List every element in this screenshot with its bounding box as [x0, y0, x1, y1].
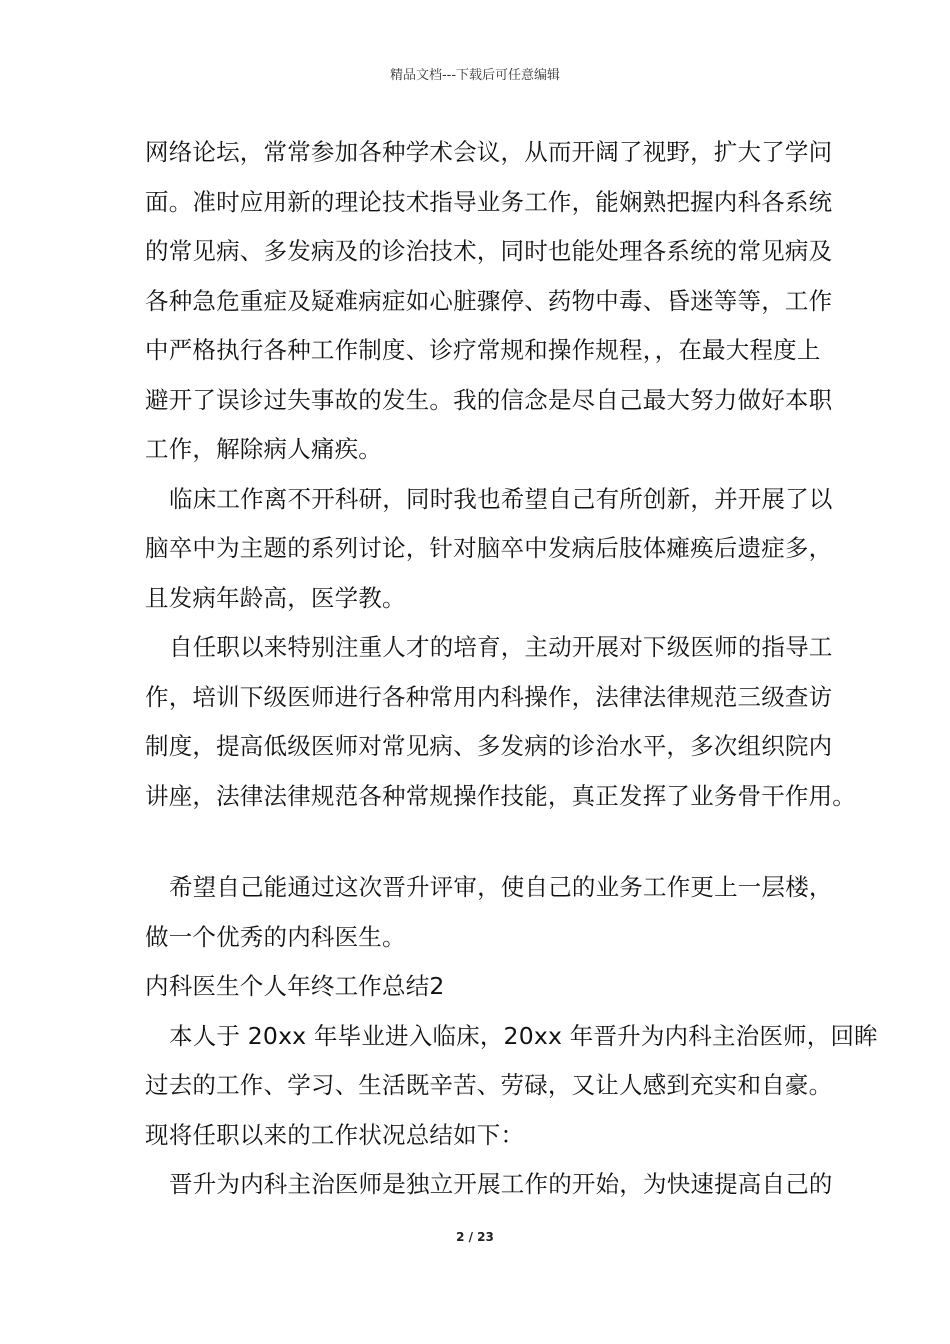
text-line: 临床工作离不开科研，同时我也希望自己有所创新，并开展了以: [169, 484, 833, 513]
section-heading: 内科医生个人年终工作总结2: [145, 972, 445, 1000]
text-line: 避开了误诊过失事故的发生。我的信念是尽自己最大努力做好本职: [145, 385, 833, 414]
text-line: 脑卒中为主题的系列讨论，针对脑卒中发病后肢体瘫痪后遗症多，: [145, 534, 833, 562]
text-line: 做一个优秀的内科医生。: [145, 922, 406, 951]
text-line: 工作，解除病人痛疾。: [145, 435, 382, 463]
text-line: 各种急危重症及疑难病症如心脏骤停、药物中毒、昏迷等等，工作: [145, 286, 833, 315]
text-line: 的常见病、多发病及的诊治技术，同时也能处理各系统的常见病及: [145, 237, 833, 265]
text-line: 希望自己能通过这次晋升评审，使自己的业务工作更上一层楼，: [169, 873, 833, 901]
paragraph-spacer: [145, 821, 817, 863]
document-body: [145, 128, 878, 1210]
text-line: 且发病年龄高，医学教。: [145, 583, 406, 612]
paragraph-6: [145, 1160, 833, 1210]
text-line: 讲座，法律法律规范各种常规操作技能，真正发挥了业务骨干作用。: [145, 781, 856, 810]
text-line: 本人于 20xx 年毕业进入临床，20xx 年晋升为内科主治医师，回眸: [169, 1021, 878, 1050]
text-line: 面。准时应用新的理论技术指导业务工作，能娴熟把握内科各系统: [145, 187, 833, 216]
text-line: 制度，提高低级医师对常见病、多发病的诊治水平，多次组织院内: [145, 732, 833, 760]
text-line: 过去的工作、学习、生活既辛苦、劳碌，又让人感到充实和自豪。: [145, 1071, 833, 1099]
text-line: 作，培训下级医师进行各种常用内科操作，法律法律规范三级查访: [145, 682, 833, 711]
text-line: 网络论坛，常常参加各种学术会议，从而开阔了视野，扩大了学问: [145, 138, 833, 166]
text-line: 现将任职以来的工作状况总结如下：: [145, 1120, 525, 1149]
text-line: 自任职以来特别注重人才的培育，主动开展对下级医师的指导工: [169, 633, 833, 661]
paragraph-1: [145, 128, 833, 475]
text-line: 中严格执行各种工作制度、诊疗常规和操作规程，，在最大程度上: [145, 336, 821, 364]
page-number: 2 / 23: [456, 1230, 494, 1244]
paragraph-4: [145, 863, 833, 962]
paragraph-2: [145, 475, 833, 624]
paragraph-3: [145, 623, 856, 821]
text-line: 晋升为内科主治医师是独立开展工作的开始，为快速提高自己的: [169, 1170, 833, 1198]
page-header: 精品文档---下载后可任意编辑: [389, 68, 561, 83]
paragraph-5: [145, 1012, 878, 1161]
